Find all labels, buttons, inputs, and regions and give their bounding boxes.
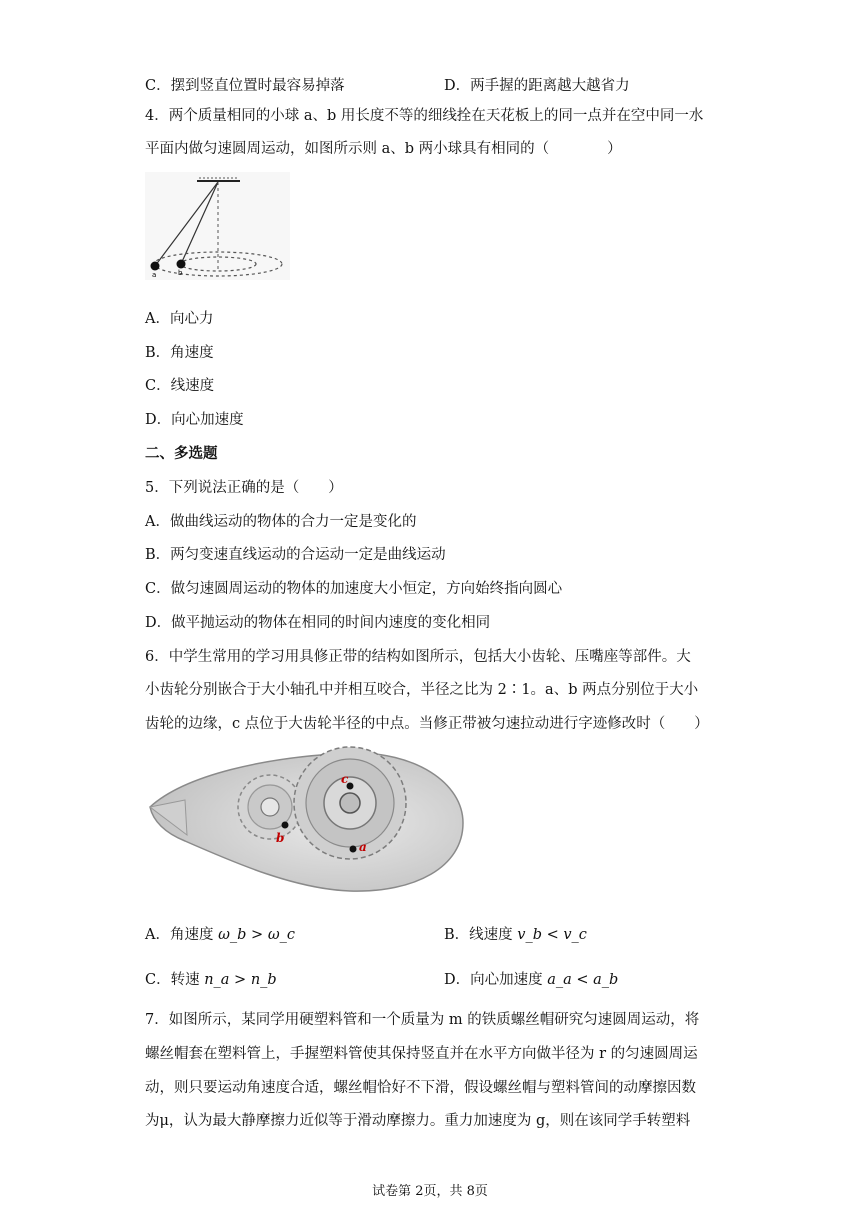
q4-ball-b <box>177 260 186 269</box>
q6-point-a <box>350 846 357 853</box>
q6-option-b-label: B．线速度 <box>444 927 518 943</box>
q6-option-d-math: a_a < a_b <box>547 972 619 988</box>
q6-point-b <box>282 822 289 829</box>
q6-option-d <box>444 970 618 990</box>
q4-option-d: D．向心加速度 <box>145 412 244 428</box>
page-footer: 试卷第 2页，共 8页 <box>372 1184 488 1199</box>
q4-option-c: C．线速度 <box>145 378 215 394</box>
q7-stem-line-1: 7．如图所示，某同学用硬塑料管和一个质量为 m 的铁质螺丝帽研究匀速圆周运动，将 <box>145 1012 700 1028</box>
q6-big-gear <box>294 747 406 859</box>
q7-stem-line-2: 螺丝帽套在塑料管上，手握塑料管使其保持竖直并在水平方向做半径为 r 的匀速圆周运 <box>145 1046 698 1062</box>
q5-stem: 5．下列说法正确的是（ ） <box>145 480 343 496</box>
q6-option-c-label: C．转速 <box>145 972 205 988</box>
q6-option-a-math: ω_b > ω_c <box>218 927 296 943</box>
q3-option-d: D．两手握的距离越大越省力 <box>444 78 630 94</box>
q6-stem-line-1: 6．中学生常用的学习用具修正带的结构如图所示，包括大小齿轮、压嘴座等部件。大 <box>145 649 691 665</box>
q6-option-a-label: A．角速度 <box>145 927 219 943</box>
q6-option-a <box>145 925 295 945</box>
q4-stem-line-1: 4．两个质量相同的小球 a、b 用长度不等的细线拴在天花板上的同一点并在空中同一水 <box>145 108 704 124</box>
q4-label-a: a <box>152 271 157 279</box>
q4-stem-line-2: 平面内做匀速圆周运动，如图所示则 a、b 两小球具有相同的（ ） <box>145 141 622 157</box>
q6-option-c-math: n_a > n_b <box>204 972 277 988</box>
q4-label-b: b <box>178 269 183 277</box>
q3-option-c: C．摆到竖直位置时最容易掉落 <box>145 78 345 94</box>
q6-correction-tape-figure <box>145 745 475 895</box>
q6-label-c: c <box>341 772 349 786</box>
q6-option-d-label: D．向心加速度 <box>444 972 548 988</box>
q4-pendulum-figure <box>145 172 290 280</box>
q5-option-d: D．做平抛运动的物体在相同的时间内速度的变化相同 <box>145 615 491 631</box>
q6-option-b <box>444 925 587 945</box>
q6-option-b-math: v_b < v_c <box>517 927 587 943</box>
section-title: 二、多选题 <box>145 445 218 462</box>
q7-stem-line-4: 为μ，认为最大静摩擦力近似等于滑动摩擦力。重力加速度为 g，则在该同学手转塑料 <box>145 1113 691 1129</box>
q4-option-b: B．角速度 <box>145 345 214 361</box>
q5-option-c: C．做匀速圆周运动的物体的加速度大小恒定，方向始终指向圆心 <box>145 581 563 597</box>
q6-stem-line-3: 齿轮的边缘，c 点位于大齿轮半径的中点。当修正带被匀速拉动进行字迹修改时（ ） <box>145 716 709 732</box>
q4-ball-a <box>151 262 160 271</box>
q5-option-a: A．做曲线运动的物体的合力一定是变化的 <box>145 514 417 530</box>
q6-option-c <box>145 970 277 990</box>
q6-small-gear <box>238 775 302 839</box>
q6-label-a: a <box>359 840 367 854</box>
q6-stem-line-2: 小齿轮分别嵌合于大小轴孔中并相互咬合，半径之比为 2∶1。a、b 两点分别位于大小 <box>145 682 699 698</box>
q6-label-b: b <box>276 831 285 845</box>
q7-stem-line-3: 动，则只要运动角速度合适，螺丝帽恰好不下滑，假设螺丝帽与塑料管间的动摩擦因数 <box>145 1080 696 1096</box>
q5-option-b: B．两匀变速直线运动的合运动一定是曲线运动 <box>145 547 446 563</box>
q4-option-a: A．向心力 <box>145 311 214 327</box>
